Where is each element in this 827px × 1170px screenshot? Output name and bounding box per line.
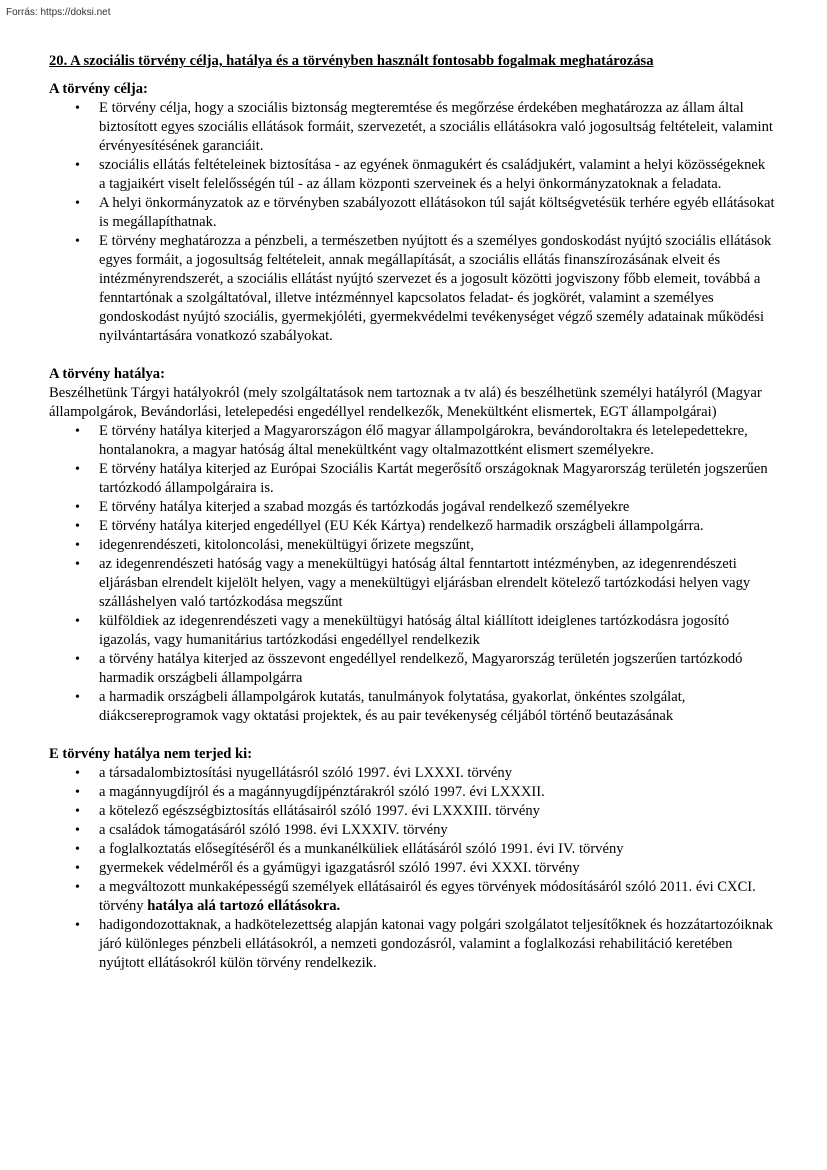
section-heading-exclusions: E törvény hatálya nem terjed ki: (49, 746, 253, 762)
list-item: • E törvény hatálya kiterjed az Európai Szociális Kartát megerősítő országoknak Magyarország területén jogszerűen tartózkodó állampolgáraira is. (99, 460, 775, 498)
list-item-text: a megváltozott munkaképességű személyek ellátásairól és egyes törvények módosításáról szóló 2011. évi CXCI. törvény (99, 879, 756, 914)
list-item: • hadigondozottaknak, a hadkötelezettség alapján katonai vagy polgári szolgálatot teljesítőknek és hozzátartozóiknak járó különleges pénzbeli ellátásokról, a nemzeti gondozásról, valamint a foglalkozási rehabilitáció keretében nyújtott ellátásokról külön törvény rendelkezik. (99, 916, 775, 973)
list-item: • a kötelező egészségbiztosítás ellátásairól szóló 1997. évi LXXXIII. törvény (99, 802, 775, 821)
list-item: • a foglalkoztatás elősegítéséről és a munkanélküliek ellátásáról szóló 1991. évi IV. törvény (99, 840, 775, 859)
document-content (49, 52, 775, 992)
exclusions-list (49, 764, 775, 973)
source-label: Forrás: https://doksi.net (6, 7, 111, 18)
document-title: 20. A szociális törvény célja, hatálya és a törvényben használt fontosabb fogalmak meghatározása (49, 53, 654, 69)
purpose-list (49, 99, 775, 346)
list-item: • idegenrendészeti, kitoloncolási, menekültügyi őrizete megszűnt, (99, 536, 775, 555)
section-scope (49, 365, 775, 726)
list-item: • A helyi önkormányzatok az e törvényben szabályozott ellátásokon túl saját költségvetésük terhére egyéb ellátásokat is megállapíthatnak. (99, 194, 775, 232)
list-item: • E törvény célja, hogy a szociális biztonság megteremtése és megőrzése érdekében meghatározza az állam által biztosított egyes szociális ellátások formáit, szervezetét, a szociális ellátásokra való jogosultság feltételeit, valamint érvényesítésének garanciáit. (99, 99, 775, 156)
list-item: • a társadalombiztosítási nyugellátásról szóló 1997. évi LXXXI. törvény (99, 764, 775, 783)
list-item-bold-text: hatálya alá tartozó ellátásokra. (147, 898, 341, 914)
list-item: • a családok támogatásáról szóló 1998. évi LXXXIV. törvény (99, 821, 775, 840)
list-item: • a magánnyugdíjról és a magánnyugdíjpénztárakról szóló 1997. évi LXXXII. (99, 783, 775, 802)
scope-intro: Beszélhetünk Tárgyi hatályokról (mely szolgáltatások nem tartoznak a tv alá) és beszélhetünk személyi hatályról (Magyar állampolgárok, Bevándorlási, letelepedési engedéllyel rendelkezők, Menekültként elismertek, EGT állampolgárai) (49, 385, 762, 420)
list-item: • E törvény hatálya kiterjed a szabad mozgás és tartózkodás jogával rendelkező személyekre (99, 498, 775, 517)
list-item: • külföldiek az idegenrendészeti vagy a menekültügyi hatóság által kiállított ideiglenes tartózkodásra jogosító igazolás, vagy humanitárius tartózkodási engedéllyel rendelkezik (99, 612, 775, 650)
list-item: • szociális ellátás feltételeinek biztosítása - az egyének önmagukért és családjukért, valamint a helyi közösségeknek a tagjaikért viselt felelősségén túl - az állam központi szerveinek és a helyi önkormányzatoknak a feladata. (99, 156, 775, 194)
list-item (99, 878, 775, 916)
section-heading-scope: A törvény hatálya: (49, 366, 165, 382)
list-item: • E törvény hatálya kiterjed engedéllyel (EU Kék Kártya) rendelkező harmadik országbeli állampolgárra. (99, 517, 775, 536)
list-item: • E törvény meghatározza a pénzbeli, a természetben nyújtott és a személyes gondoskodást nyújtó szociális ellátások egyes formáit, a jogosultság feltételeit, annak megállapítását, a szociális ellátás finanszírozásának elveit és intézményrendszerét, a szociális ellátást nyújtó szervezet és a jogosult közötti jogviszony főbb elemeit, továbbá a fenntartónak a szolgáltatóval, illetve intézménnyel kapcsolatos feladat- és jogkörét, valamint a személyes gondoskodást nyújtó szociális, gyermekjóléti, gyermekvédelmi tevékenységet végző személy adatainak működési nyilvántartására vonatkozó szabályokat. (99, 232, 775, 346)
section-exclusions (49, 745, 775, 973)
list-item: • E törvény hatálya kiterjed a Magyarországon élő magyar állampolgárokra, bevándoroltakra és letelepedettekre, hontalanokra, a magyar hatóság által menekültként vagy oltalmazottként elismert személyekre. (99, 422, 775, 460)
section-purpose (49, 80, 775, 346)
list-item: • a harmadik országbeli állampolgárok kutatás, tanulmányok folytatása, gyakorlat, önkéntes szolgálat, diákcsereprogramok vagy oktatási projektek, és au pair tevékenység céljából történő beutazásának (99, 688, 775, 726)
scope-list (49, 422, 775, 726)
section-heading-purpose: A törvény célja: (49, 81, 148, 97)
list-item: • az idegenrendészeti hatóság vagy a menekültügyi hatóság által fenntartott intézményben, az idegenrendészeti eljárásban elrendelt kijelölt helyen, vagy a menekültügyi eljárásban elrendelt kötelező tartózkodási helyen vagy szálláshelyen való tartózkodása megszűnt (99, 555, 775, 612)
list-item: • a törvény hatálya kiterjed az összevont engedéllyel rendelkező, Magyarország területén jogszerűen tartózkodó harmadik országbeli állampolgárra (99, 650, 775, 688)
list-item: • gyermekek védelméről és a gyámügyi igazgatásról szóló 1997. évi XXXI. törvény (99, 859, 775, 878)
